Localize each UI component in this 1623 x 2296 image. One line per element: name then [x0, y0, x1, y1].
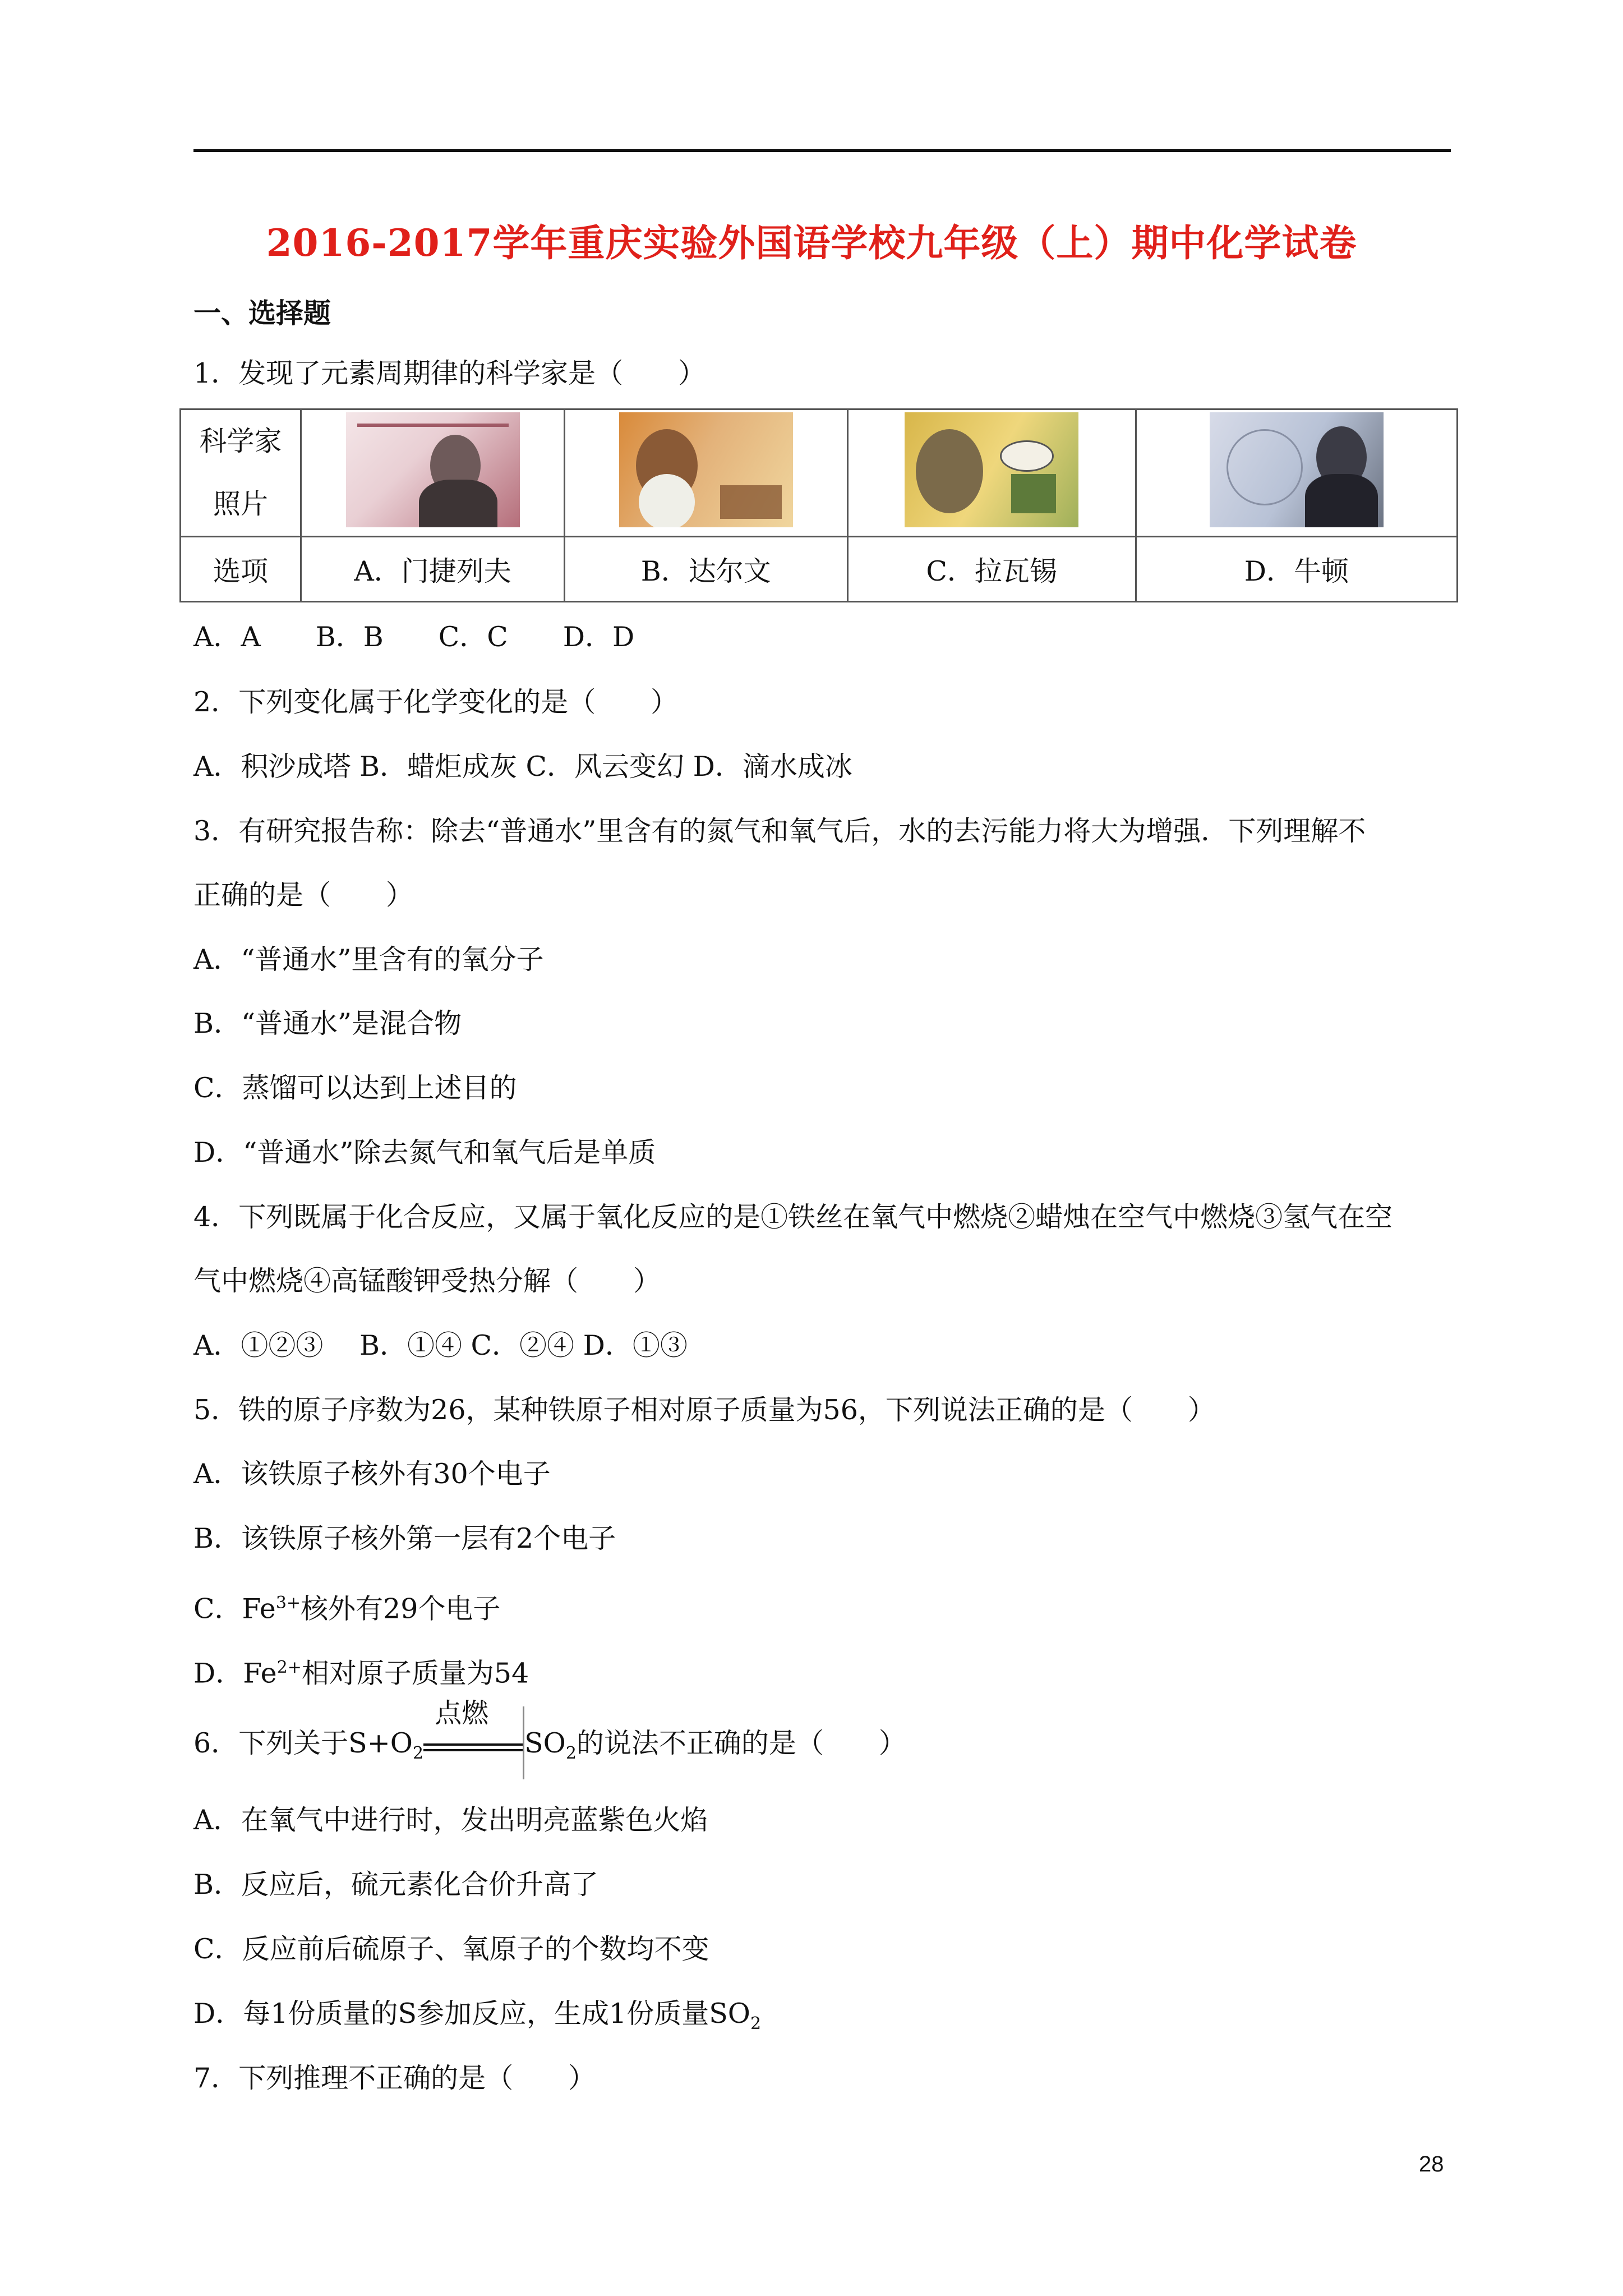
q6-option-c: C．反应前后硫原子、氧原子的个数均不变 — [193, 1933, 709, 1965]
q4-stem-line2: 气中燃烧④高锰酸钾受热分解（ ） — [193, 1265, 661, 1297]
q2-stem: 2．下列变化属于化学变化的是（ ） — [193, 686, 679, 718]
q5-option-d: D．$Fe^{2+}$相对原子质量为54 — [193, 1657, 529, 1690]
q5-stem: 5．铁的原子序数为26，某种铁原子相对原子质量为56，下列说法正确的是（ ） — [193, 1394, 1215, 1426]
header-rule — [193, 149, 1451, 152]
option-d: D．牛顿 — [1136, 537, 1457, 602]
page-title: 2016-2017学年重庆实验外国语学校九年级（上）期中化学试卷 — [266, 221, 1357, 265]
q3-stem-line2: 正确的是（ ） — [193, 879, 414, 911]
q3-option-d: D．“普通水”除去氮气和氧气后是单质 — [193, 1137, 656, 1168]
q1-stem: 1．发现了元素周期律的科学家是（ ） — [193, 357, 706, 389]
q4-options: A．①②③ B．①④ C．②④ D．①③ — [193, 1329, 688, 1361]
condition-label: 点燃 — [435, 1697, 489, 1729]
q6-option-b: B．反应后，硫元素化合价升高了 — [193, 1869, 599, 1901]
photo-cell-a — [301, 409, 564, 537]
option-c: C．拉瓦锡 — [847, 537, 1136, 602]
section-heading: 一、选择题 — [193, 297, 331, 329]
q3-stem-line1: 3．有研究报告称：除去“普通水”里含有的氮气和氧气后，水的去污能力将大为增强．下列理解不 — [193, 815, 1366, 847]
row-label-photo: 照片 — [213, 488, 268, 520]
option-a: A．门捷列夫 — [301, 537, 564, 602]
row-label-scientist: 科学家 — [199, 425, 282, 457]
page-number: 28 — [1419, 2152, 1444, 2177]
scientist-table — [179, 408, 1458, 602]
mendeleev-stamp-image — [346, 412, 520, 527]
q1-answers: A．A B．B C．C D．D — [193, 621, 635, 653]
q6-option-a: A．在氧气中进行时，发出明亮蓝紫色火焰 — [193, 1804, 708, 1836]
row-label-option: 选项 — [181, 537, 301, 602]
q6-stem: 6．下列关于$S+O_2$ 点燃 $SO_2$的说法不正确的是（ ） — [193, 1727, 906, 1770]
q4-stem-line1: 4．下列既属于化合反应，又属于氧化反应的是①铁丝在氧气中燃烧②蜡烛在空气中燃烧③氢气在空 — [193, 1201, 1393, 1233]
q5-option-a: A．该铁原子核外有30个电子 — [193, 1458, 551, 1490]
darwin-stamp-image — [619, 412, 793, 527]
photo-cell-d — [1136, 409, 1457, 537]
photo-cell-c — [847, 409, 1136, 537]
q3-option-c: C．蒸馏可以达到上述目的 — [193, 1072, 517, 1104]
photo-cell-b — [565, 409, 847, 537]
q2-options: A．积沙成塔 B．蜡炬成灰 C．风云变幻 D．滴水成冰 — [193, 751, 852, 783]
q6-option-d: D．每1份质量的S参加反应，生成1份质量$SO_2$ — [193, 1998, 762, 2033]
q5-option-c: C．$Fe^{3+}$核外有29个电子 — [193, 1593, 501, 1625]
option-b: B．达尔文 — [565, 537, 847, 602]
lavoisier-stamp-image — [905, 412, 1078, 527]
table-header-cell — [181, 409, 301, 537]
q7-stem: 7．下列推理不正确的是（ ） — [193, 2062, 596, 2094]
reaction-condition-arrow — [423, 1697, 524, 1763]
q3-option-a: A．“普通水”里含有的氧分子 — [193, 944, 544, 976]
newton-stamp-image — [1210, 412, 1384, 527]
q3-option-b: B．“普通水”是混合物 — [193, 1007, 462, 1039]
q5-option-b: B．该铁原子核外第一层有2个电子 — [193, 1522, 616, 1554]
